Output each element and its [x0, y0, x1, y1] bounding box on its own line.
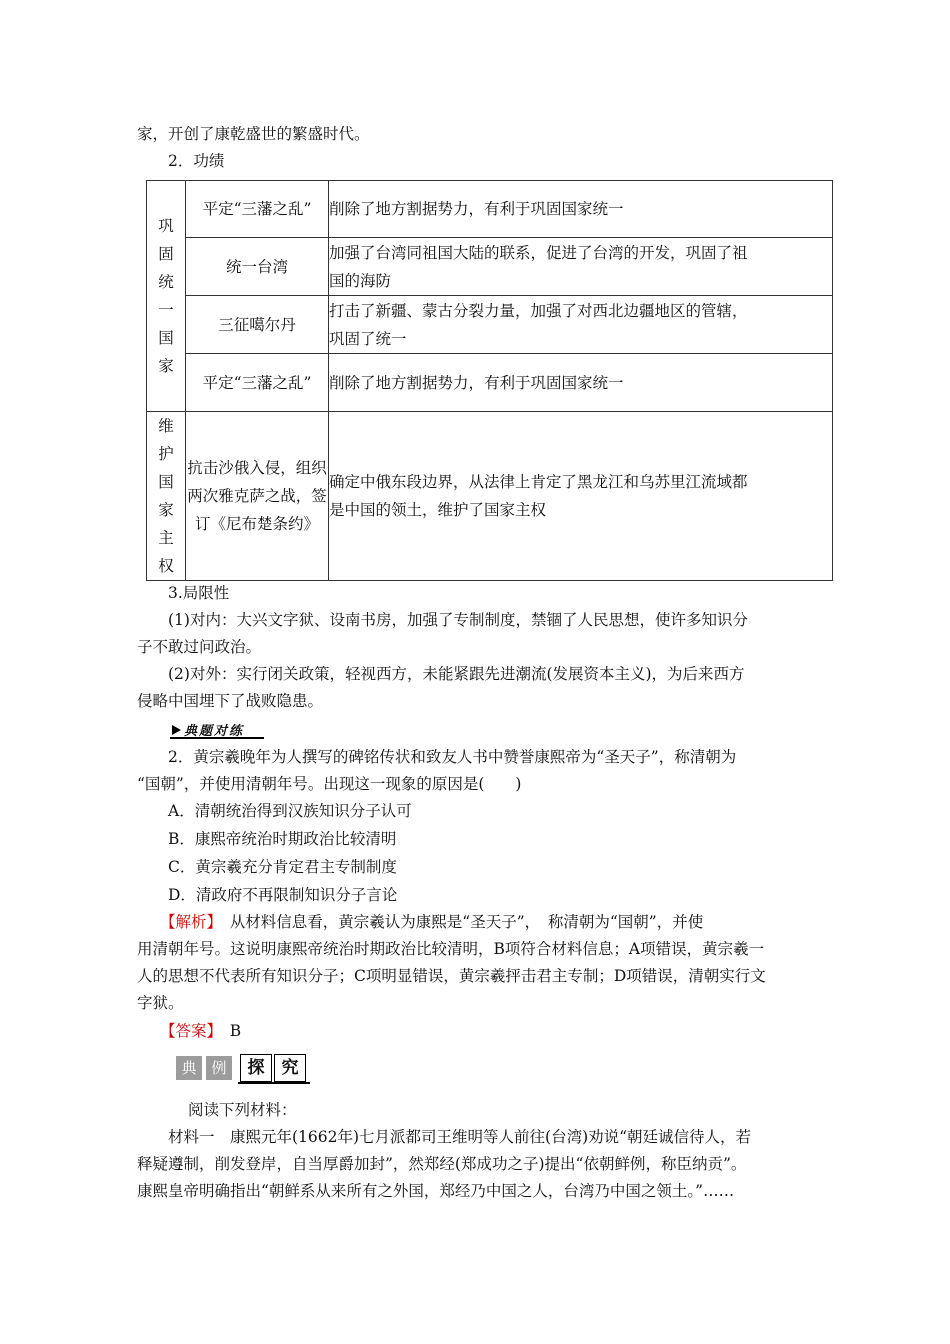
achievements-table [146, 180, 833, 581]
answer-line [160, 1021, 241, 1041]
banner-label: 典题对练 [184, 724, 245, 739]
analysis-line1: 【解析】 从材料信息看，黄宗羲认为康熙是“圣天子”， 称清朝为“国朝”，并使 [160, 913, 704, 931]
effect-cell: 削除了地方割据势力，有利于巩固国家统一 [329, 354, 833, 412]
limitation-1-line1: (1)对内：大兴文字狱、设南书房，加强了专制制度，禁锢了人民思想，使许多知识分 [168, 611, 748, 629]
option-a: A．清朝统治得到汉族知识分子认可 [168, 802, 412, 820]
option-c: C．黄宗羲充分肯定君主专制制度 [168, 858, 397, 876]
material-line2: 释疑遵制，削发登岸，自当厚爵加封”，然郑经(郑成功之子)提出“依朝鲜例，称臣纳贡”。 [137, 1155, 747, 1173]
triangle-icon [172, 725, 181, 735]
analysis-line2: 用清朝年号。这说明康熙帝统治时期政治比较清明，B项符合材料信息；A项错误，黄宗羲一 [137, 940, 765, 958]
analysis-tag: 【解析】 [160, 913, 215, 931]
question-line2: “国朝”，并使用清朝年号。出现这一现象的原因是( ) [137, 775, 522, 793]
answer-value: B [229, 1022, 242, 1040]
event-cell: 平定“三藩之乱” [186, 181, 329, 238]
analysis-line4: 字狱。 [137, 994, 184, 1012]
section3-heading: 3.局限性 [168, 584, 230, 602]
event-cell: 三征噶尔丹 [186, 296, 329, 354]
reading-prompt: 阅读下列材料： [188, 1101, 297, 1119]
effect-cell: 削除了地方割据势力，有利于巩固国家统一 [329, 181, 833, 238]
analysis-line3: 人的思想不代表所有知识分子；C项明显错误，黄宗羲抨击君主专制；D项错误，清朝实行文 [137, 967, 766, 985]
effect-cell: 加强了台湾同祖国大陆的联系，促进了台湾的开发，巩固了祖 国的海防 [329, 238, 833, 296]
event-cell: 平定“三藩之乱” [186, 354, 329, 412]
material-line1: 材料一 康熙元年(1662年)七月派都司王维明等人前往(台湾)劝说“朝廷诚信待人，若 [168, 1128, 752, 1146]
event-cell: 抗击沙俄入侵，组织两次雅克萨之战，签订《尼布楚条约》 [186, 412, 329, 581]
answer-tag: 【答案】 [160, 1022, 215, 1040]
category-consolidate-unity: 巩 固 统 一 国 家 [147, 181, 186, 412]
case-study-logo: 典 例 探 究 [176, 1054, 310, 1084]
section2-heading: 2．功绩 [168, 152, 225, 170]
question-line1: 2．黄宗羲晚年为人撰写的碑铭传状和致友人书中赞誉康熙帝为“圣天子”，称清朝为 [168, 748, 737, 766]
material-line3: 康熙皇帝明确指出“朝鲜系从来所有之外国，郑经乃中国之人，台湾乃中国之领土。”…… [137, 1182, 735, 1200]
practice-banner [170, 723, 264, 737]
option-b: B．康熙帝统治时期政治比较清明 [168, 830, 397, 848]
limitation-2-line2: 侵略中国埋下了战败隐患。 [137, 692, 324, 710]
effect-cell: 打击了新疆、蒙古分裂力量，加强了对西北边疆地区的管辖， 巩固了统一 [329, 296, 833, 354]
category-defend-sovereignty: 维 护 国 家 主 权 [147, 412, 186, 581]
intro-line: 家，开创了康乾盛世的繁盛时代。 [137, 125, 370, 143]
limitation-2-line1: (2)对外：实行闭关政策，轻视西方，未能紧跟先进潮流(发展资本主义)，为后来西方 [168, 665, 745, 683]
event-cell: 统一台湾 [186, 238, 329, 296]
limitation-1-line2: 子不敢过问政治。 [137, 638, 262, 656]
option-d: D．清政府不再限制知识分子言论 [168, 886, 398, 904]
effect-cell: 确定中俄东段边界，从法律上肯定了黑龙江和乌苏里江流域都 是中国的领土，维护了国家主权 [329, 412, 833, 581]
